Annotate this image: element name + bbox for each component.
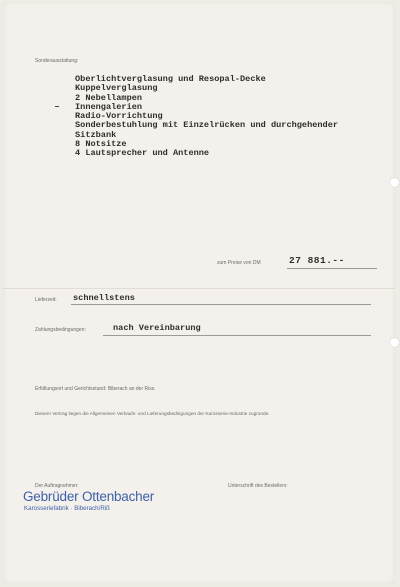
delivery-label: Lieferzeit:	[35, 297, 57, 303]
margin-mark	[55, 106, 59, 107]
payment-label: Zahlungsbedingungen:	[35, 327, 86, 333]
equipment-item: 8 Notsitze	[75, 139, 127, 150]
special-equipment-label: Sonderausstattung:	[35, 58, 79, 64]
punch-hole	[390, 178, 399, 187]
price-value: 27 881.--	[289, 255, 345, 266]
fold-line	[3, 288, 395, 289]
equipment-item: Sitzbank	[75, 129, 117, 140]
bleed-through-text	[208, 12, 388, 27]
equipment-item: Innengalerien	[75, 101, 143, 112]
price-underline	[287, 268, 377, 269]
equipment-item: Kuppelverglasung	[75, 83, 158, 94]
equipment-item: 4 Lautsprecher und Antenne	[75, 148, 210, 159]
buyer-signature-label: Unterschrift des Bestellers:	[228, 483, 288, 489]
delivery-value: schnellstens	[73, 293, 135, 303]
payment-line	[103, 335, 371, 336]
jurisdiction-text: Erfüllungsort und Gerichtsstand: Biberach an der Riss.	[35, 386, 156, 392]
delivery-line	[71, 304, 371, 305]
equipment-item: Sonderbestuhlung mit Einzelrücken und durchgehender	[75, 120, 339, 131]
contractor-label: Der Auftragnehmer:	[35, 483, 79, 489]
punch-hole	[390, 338, 399, 347]
equipment-item: Oberlichtverglasung und Resopal-Decke	[75, 74, 266, 84]
company-stamp: Gebrüder Ottenbacher	[23, 489, 155, 504]
company-stamp-subline: Karosseriefabrik · Biberach/Riß	[24, 505, 110, 512]
equipment-list	[75, 75, 338, 159]
contract-page	[3, 2, 395, 584]
terms-text: Diesem Vertrag liegen die Allgemeinen Verkaufs- und Lieferungsbedingungen der Karosserie-Industrie zugrunde.	[35, 411, 270, 416]
price-label: zum Preise von DM	[217, 260, 261, 266]
payment-value: nach Vereinbarung	[113, 323, 201, 333]
equipment-item: Radio-Vorrichtung	[75, 111, 163, 122]
equipment-item: 2 Nebellampen	[75, 92, 143, 103]
